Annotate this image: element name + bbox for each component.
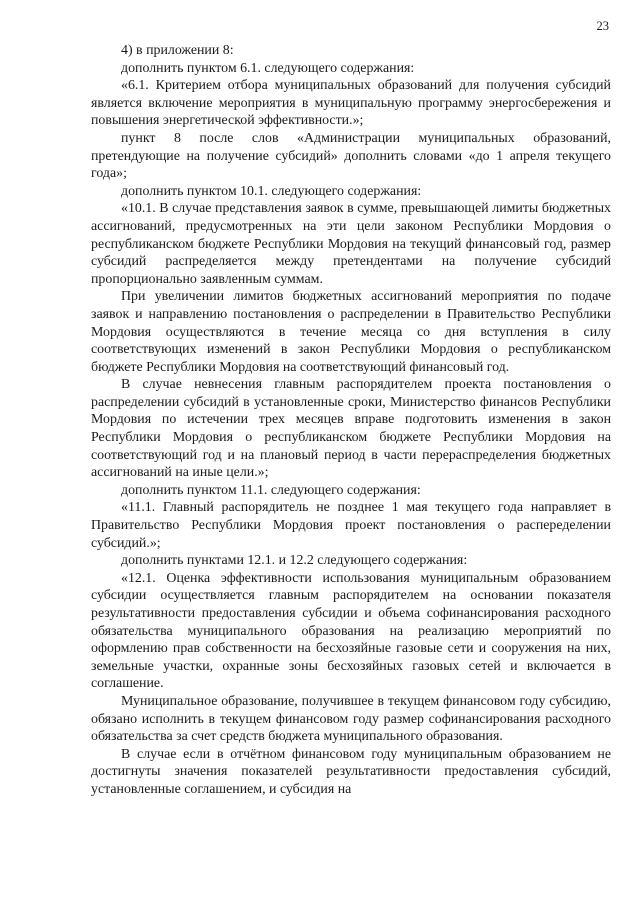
paragraph-cofinancing: Муниципальное образование, получившее в текущем финансовом году субсидию, обязано исполнить в текущем финансовом году размер софинансирования расходного обязательства за счет средств бюджета муниципального образования. xyxy=(91,693,611,745)
page-number: 23 xyxy=(596,19,609,33)
paragraph-add-12-1-12-2: дополнить пунктами 12.1. и 12.2 следующего содержания: xyxy=(121,553,468,569)
paragraph-add-6-1: дополнить пунктом 6.1. следующего содержания: xyxy=(121,60,415,76)
paragraph-clause-10-1: «10.1. В случае представления заявок в сумме, превышающей лимиты бюджетных ассигнований, предусмотренных на эти цели законом Республики Мордовия о республиканском бюджете Республики Мордовия на текущий финансовый год, размер субсидий распределяется между претендентами на получение субсидий пропорционально заявленным суммам. xyxy=(91,201,611,287)
paragraph-non-submission: В случае невнесения главным распорядителем проекта постановления о распределении субсидий в установленные сроки, Министерство финансов Республики Мордовия по истечении трех месяцев вправе подготовить изменения в закон Республики Мордовия о республиканском бюджете Республики Мордовия на соответствующий год и на плановый период в части перераспределения бюджетных ассигнований на иные цели.»; xyxy=(91,377,611,481)
paragraph-limits-increase: При увеличении лимитов бюджетных ассигнований мероприятия по подаче заявок и направлению постановления о распределении в Правительство Республики Мордовия осуществляются в течение месяца со дня вступления в силу соответствующих изменений в закон Республики Мордовия о республиканском бюджете Республики Мордовия на соответствующий финансовый год. xyxy=(91,289,611,375)
paragraph-add-10-1: дополнить пунктом 10.1. следующего содержания: xyxy=(121,183,422,199)
paragraph-not-achieved: В случае если в отчётном финансовом году муниципальным образованием не достигнуты значения показателей результативности предоставления субсидий, установленные соглашением, и субсидия на xyxy=(91,746,611,797)
paragraph-item-4: 4) в приложении 8: xyxy=(121,43,234,58)
paragraph-clause-11-1: «11.1. Главный распорядитель не позднее 1 мая текущего года направляет в Правительство Республики Мордовия проект постановления о распеределении субсидий.»; xyxy=(91,500,611,551)
paragraph-clause-8: пункт 8 после слов «Администрации муниципальных образований, претендующие на получение субсидий» дополнить словами «до 1 апреля текущего года»; xyxy=(91,130,611,182)
paragraph-clause-6-1: «6.1. Критерием отбора муниципальных образований для получения субсидий является включение мероприятия в муниципальную программу энергосбережения и повышения энергетической эффективности.»; xyxy=(91,78,611,129)
paragraph-clause-12-1: «12.1. Оценка эффективности использования муниципальным образованием субсидии осуществляется главным распорядителем на основании показателя результативности предоставления субсидии и объема софинансирования расходного обязательства муниципального образования на реализацию мероприятий по оформлению прав собственности на бесхозяйные газовые сети и сооружения на них, земельные участки, охранные зоны бесхозяйных газовых сетей и включается в соглашение. xyxy=(91,570,611,692)
paragraph-add-11-1: дополнить пунктом 11.1. следующего содержания: xyxy=(121,482,421,498)
